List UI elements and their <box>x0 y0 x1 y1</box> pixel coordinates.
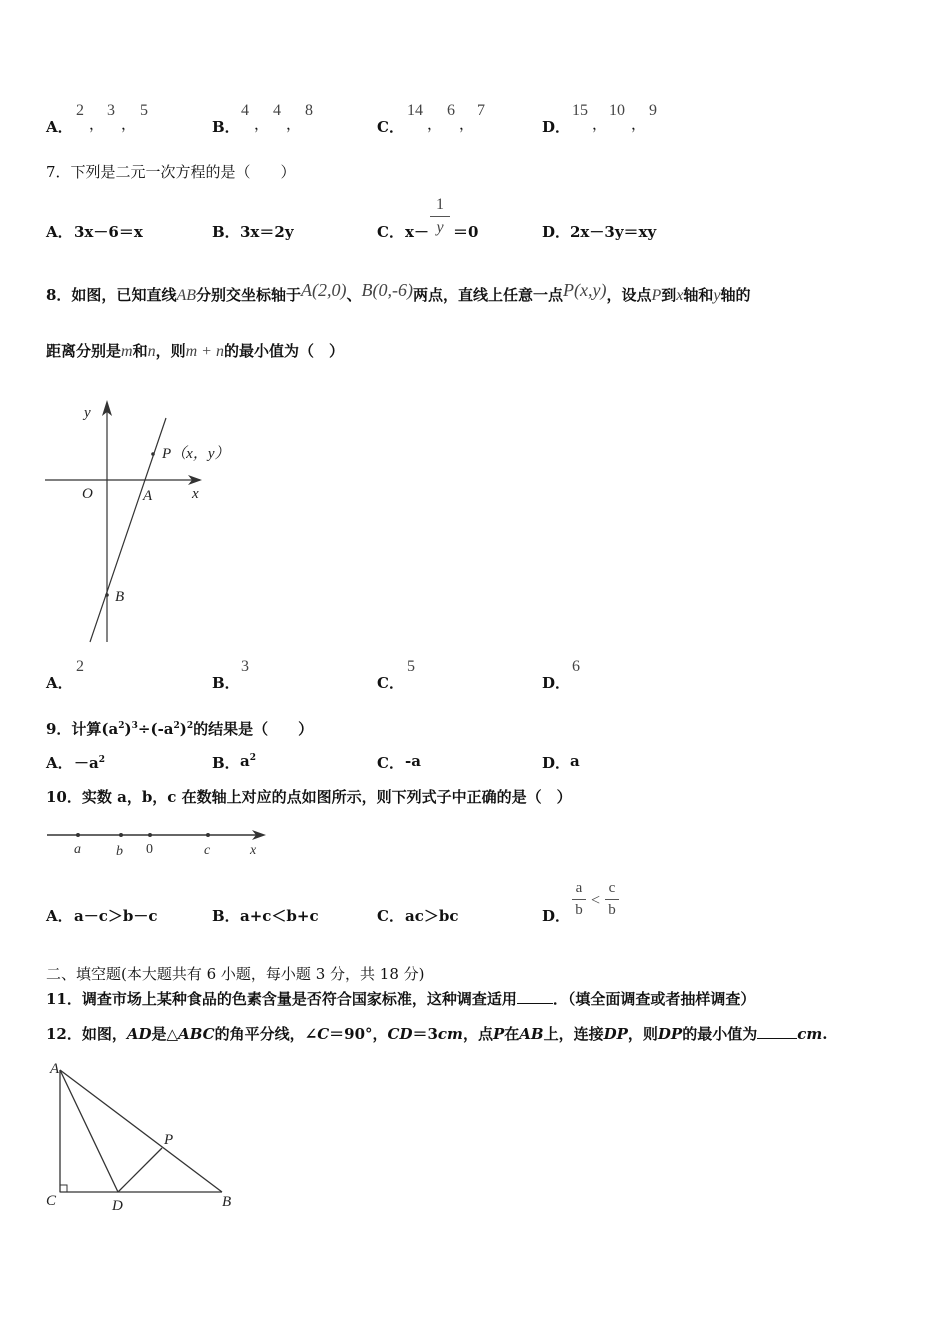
q12-segment-dp <box>118 1148 162 1192</box>
q8-fig-label-p: P（x，y） <box>162 446 230 462</box>
q12-var-cd: CD <box>387 1025 413 1043</box>
q12-var-abc: ABC <box>178 1025 215 1043</box>
q8-text-1: 8．如图，已知直线 <box>46 286 177 304</box>
q10-fraction2-bar <box>605 899 619 900</box>
q8-var-x: x <box>676 287 684 304</box>
q6-option-b-sep1: ， <box>254 115 270 133</box>
q8-text-8: 轴的 <box>720 286 751 304</box>
q12-text-3: 的角平分线，∠ <box>214 1025 318 1043</box>
q8-text-12: 的最小值为（ ） <box>223 342 344 360</box>
q8-point-p: P(x,y) <box>563 280 607 300</box>
q9-option-a <box>74 752 105 773</box>
q8-point-p-dot <box>151 452 155 456</box>
q9-exp-2: 3 <box>131 721 138 731</box>
q10-label-c: c <box>204 843 211 858</box>
q8-option-b-label: B． <box>212 674 240 692</box>
q7-option-c-post: ＝0 <box>453 223 479 241</box>
q8-option-a-label: A． <box>46 674 73 692</box>
q12-text-2: 是△ <box>151 1025 179 1043</box>
q12-bisector-ad <box>60 1070 118 1192</box>
q6-option-a-sep2: ， <box>121 115 137 133</box>
q11-text-2: ．（填全面调查或者抽样调查） <box>552 990 756 1008</box>
section-2-heading: 二、填空题(本大题共有 6 小题，每小题 3 分，共 18 分) <box>46 965 425 983</box>
q9-option-a-text: －a <box>74 754 99 772</box>
q6-option-b-v1: 4 <box>241 102 249 119</box>
q12-fig-label-d: D <box>112 1198 123 1214</box>
q7-option-c-label: C． <box>377 223 404 241</box>
q9-exp-1: 2 <box>118 721 125 731</box>
q9-option-a-label: A． <box>46 754 73 772</box>
q10-option-c-text: ac＞bc <box>405 907 459 925</box>
q7-stem: 7．下列是二元一次方程的是（ ） <box>46 163 296 181</box>
q8-line-ab: AB <box>176 287 196 304</box>
q12-var-p: P <box>492 1025 505 1043</box>
q7-option-a-text: 3x－6＝x <box>74 223 143 241</box>
q6-option-d-sep2: ， <box>631 115 647 133</box>
q12-fig-label-a: A <box>50 1061 60 1077</box>
q11-answer-blank[interactable] <box>517 1003 553 1004</box>
q6-option-b-v2: 4 <box>273 102 281 119</box>
q7-fraction-numerator: 1 <box>436 196 444 213</box>
q12-fig-label-p: P <box>164 1132 174 1148</box>
q12-unit-cm-2: cm <box>797 1025 823 1043</box>
q9-exp-3: 2 <box>173 721 180 731</box>
q10-option-a-label: A． <box>46 907 73 925</box>
q7-option-c-pre: x－ <box>405 223 429 241</box>
q12-fig-label-b: B <box>222 1194 232 1210</box>
q10-option-d-fraction-2 <box>605 880 619 919</box>
q7-fraction-denominator: y <box>436 219 444 236</box>
q12-right-angle-mark <box>60 1185 67 1192</box>
q6-option-d-label: D． <box>542 118 571 136</box>
q9-exp-4: 2 <box>186 721 194 731</box>
q10-stem: 10．实数 a，b，c 在数轴上对应的点如图所示，则下列式子中正确的是（ ） <box>46 788 572 806</box>
q8-option-d-value: 6 <box>572 658 580 675</box>
q9-option-a-sup: 2 <box>98 755 105 765</box>
q9-option-d-label: D． <box>542 754 571 772</box>
q12-var-dp: DP <box>603 1025 628 1043</box>
q8-stem-line2 <box>46 340 344 361</box>
q6-option-c-v2: 6 <box>447 102 455 119</box>
q8-point-b: B(0,-6) <box>361 280 413 300</box>
q12-text-6: ，点 <box>462 1025 493 1043</box>
q8-option-a-value: 2 <box>76 658 84 675</box>
q6-option-a-v1: 2 <box>76 102 84 119</box>
q12-stem <box>46 1023 827 1044</box>
q8-text-10: 和 <box>132 342 148 360</box>
q10-label-b: b <box>116 844 123 859</box>
q6-option-d-v2: 10 <box>609 102 625 119</box>
q6-option-a-label: A． <box>46 118 73 136</box>
q10-point-b <box>119 833 123 837</box>
q10-fraction1-numerator: a <box>575 880 583 896</box>
q10-option-b-label: B． <box>212 907 240 925</box>
q8-text-9: 距离分别是 <box>46 342 122 360</box>
q6-option-c-sep1: ， <box>427 115 443 133</box>
q12-text-5: ＝3 <box>412 1025 438 1043</box>
q6-option-c-v3: 7 <box>477 102 485 119</box>
q12-text-9: ，则 <box>627 1025 658 1043</box>
q12-text-8: 上，连接 <box>543 1025 604 1043</box>
q11-stem <box>46 988 755 1009</box>
q8-expr-m-plus-n: m + n <box>185 343 224 360</box>
q10-fraction1-denominator: b <box>575 902 583 918</box>
q8-point-b-dot <box>105 593 109 597</box>
q6-option-a-v3: 5 <box>140 102 148 119</box>
q9-option-b-label: B． <box>212 754 240 772</box>
q8-var-y: y <box>713 287 721 304</box>
q10-label-x: x <box>250 843 257 858</box>
q7-option-d-text: 2x－3y＝xy <box>570 223 657 241</box>
q8-option-b-value: 3 <box>241 658 249 675</box>
q8-option-c-value: 5 <box>407 658 415 675</box>
q6-option-a-sep1: ， <box>89 115 105 133</box>
q6-option-d-v3: 9 <box>649 102 657 119</box>
q6-option-d-v1: 15 <box>572 102 588 119</box>
q8-text-3: 、 <box>346 286 362 304</box>
q7-option-d-label: D． <box>542 223 571 241</box>
q9-option-c-text: -a <box>405 752 421 770</box>
q8-text-7: 轴和 <box>683 286 714 304</box>
q12-text-7: 在 <box>504 1025 520 1043</box>
q8-fig-label-a: A <box>143 488 153 504</box>
q9-stem-3: ÷(-a <box>137 720 174 738</box>
q8-coordinate-figure <box>40 392 260 652</box>
q9-option-b <box>240 752 256 770</box>
q8-point-a: A(2,0) <box>301 280 347 300</box>
q9-stem-1: 9．计算(a <box>46 720 119 738</box>
q8-text-6: 到 <box>661 286 677 304</box>
q9-stem <box>46 718 313 739</box>
q6-option-a-v2: 3 <box>107 102 115 119</box>
q8-text-11: ，则 <box>155 342 186 360</box>
q6-option-c-label: C． <box>377 118 404 136</box>
q9-option-d-text: a <box>570 752 580 770</box>
q8-fig-label-x: x <box>192 486 199 502</box>
q10-number-line <box>44 824 269 860</box>
q12-var-ad: AD <box>126 1025 152 1043</box>
q8-var-m: m <box>121 343 133 360</box>
q10-option-d-label: D． <box>542 907 571 925</box>
q8-text-2: 分别交坐标轴于 <box>196 286 302 304</box>
q10-point-a <box>76 833 80 837</box>
q8-fig-label-y: y <box>84 405 91 421</box>
q12-text-1: 12．如图， <box>46 1025 127 1043</box>
q12-triangle-figure <box>40 1058 240 1218</box>
q10-point-c <box>206 833 210 837</box>
q6-option-c-sep2: ， <box>459 115 475 133</box>
q8-text-5: ，设点 <box>606 286 652 304</box>
q12-text-11: . <box>822 1025 828 1043</box>
q12-var-ab: AB <box>519 1025 544 1043</box>
q8-stem-line1 <box>46 280 751 305</box>
q12-var-c: C <box>317 1025 330 1043</box>
q10-option-d-fraction-1 <box>572 880 586 919</box>
q8-fig-label-b: B <box>115 589 125 605</box>
q12-fig-label-c: C <box>46 1193 57 1209</box>
q10-fraction1-bar <box>572 899 586 900</box>
q7-option-b-text: 3x＝2y <box>240 223 294 241</box>
q9-option-b-sup: 2 <box>249 753 256 763</box>
q7-option-b-label: B． <box>212 223 240 241</box>
q10-option-a-text: a－c＞b－c <box>74 907 158 925</box>
q8-fig-label-o: O <box>82 486 93 502</box>
q7-option-a-label: A． <box>46 223 73 241</box>
q8-var-n: n <box>147 343 156 360</box>
q8-text-4: 两点，直线上任意一点 <box>413 286 564 304</box>
q8-var-p: P <box>651 287 662 304</box>
q8-line-ab-drawing <box>90 418 166 642</box>
q12-text-4: ＝90°， <box>329 1025 388 1043</box>
q12-answer-blank[interactable] <box>757 1038 797 1039</box>
q10-option-d-operator: < <box>591 892 601 909</box>
q10-label-a: a <box>74 842 81 857</box>
q10-fraction2-denominator: b <box>608 902 616 918</box>
q6-option-b-sep2: ， <box>286 115 302 133</box>
q10-point-zero <box>148 833 152 837</box>
q10-label-zero: 0 <box>146 842 153 857</box>
q6-option-b-v3: 8 <box>305 102 313 119</box>
q10-fraction2-numerator: c <box>608 880 616 896</box>
q6-option-d-sep1: ， <box>592 115 608 133</box>
q10-option-b-text: a+c＜b+c <box>240 907 319 925</box>
q12-unit-cm: cm <box>437 1025 463 1043</box>
q12-var-dp-2: DP <box>657 1025 683 1043</box>
q6-option-b-label: B． <box>212 118 240 136</box>
q11-text-1: 11．调查市场上某种食品的色素含量是否符合国家标准，这种调查适用 <box>46 990 517 1008</box>
q7-fraction-bar <box>430 216 450 217</box>
q6-option-c-v1: 14 <box>407 102 423 119</box>
q9-stem-2: ) <box>124 720 132 738</box>
q12-side-ab <box>60 1070 222 1192</box>
q8-option-c-label: C． <box>377 674 404 692</box>
q9-stem-4: ) <box>179 720 187 738</box>
q9-option-c-label: C． <box>377 754 404 772</box>
q8-option-d-label: D． <box>542 674 571 692</box>
q9-option-b-text: a <box>240 752 250 770</box>
q7-option-c-fraction <box>430 196 450 237</box>
q10-option-c-label: C． <box>377 907 404 925</box>
q12-text-10: 的最小值为 <box>682 1025 758 1043</box>
q9-stem-5: 的结果是（ ） <box>193 720 314 738</box>
